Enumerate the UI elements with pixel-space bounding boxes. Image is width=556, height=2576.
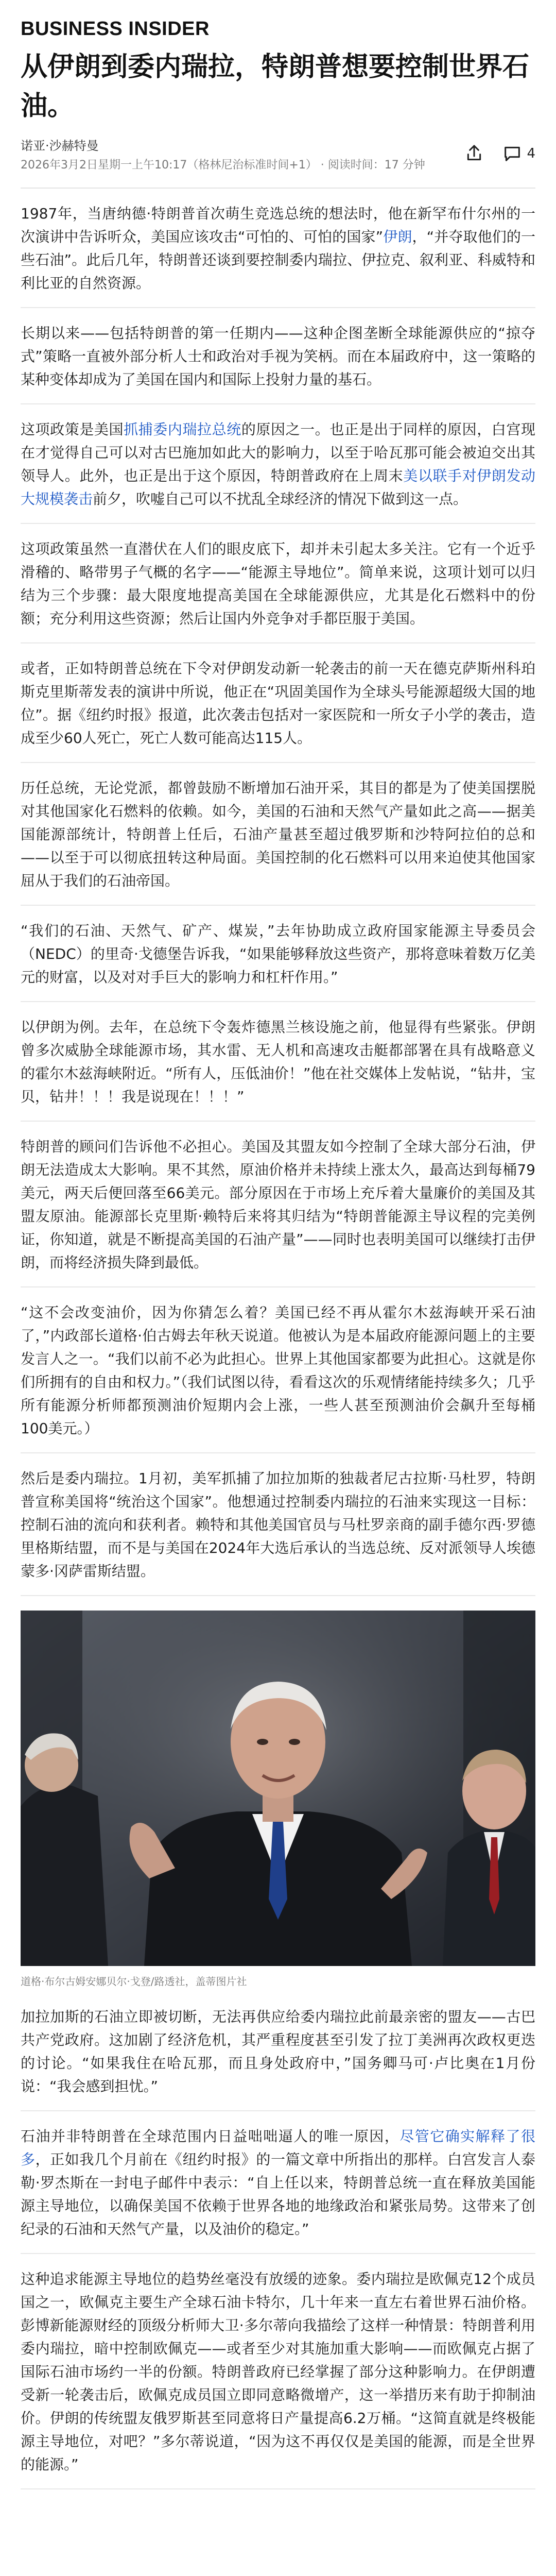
paragraph bbox=[21, 1122, 535, 1287]
headline: 从伊朗到委内瑞拉，特朗普想要控制世界石油。 bbox=[21, 52, 530, 122]
paragraph bbox=[21, 308, 535, 404]
paragraph-text: 这项政策是美国 bbox=[21, 421, 124, 438]
paragraph bbox=[21, 1287, 535, 1453]
paragraphs-after-photo bbox=[21, 1992, 535, 2489]
paragraph-text: 1987年，当唐纳德·特朗普首次萌生竞选总统的想法时，他在新罕布什尔州的一次演讲中告诉听众，美国应该攻击“可怕的、可怕的国家” bbox=[21, 205, 535, 245]
article-body bbox=[0, 189, 556, 2489]
brand-logo[interactable]: BUSINESS INSIDER bbox=[21, 18, 210, 40]
paragraph-text: 然后是委内瑞拉。1月初，美军抓捕了加拉加斯的独裁者尼古拉斯·马杜罗，特朗普宣称美国将“统治这个国家”。他想通过控制委内瑞拉的石油来实现这一目标：控制石油的流向和获利者。赖特和其他美国官员与马杜罗亲商的副手德尔西·罗德里格斯结盟，而不是与美国在2024年大选后承认的当选总统、反对派领导人埃德蒙多·冈萨雷斯结盟。 bbox=[21, 1470, 535, 1580]
paragraph-text: 加拉加斯的石油立即被切断，无法再供应给委内瑞拉此前最亲密的盟友——古巴共产党政府。这加剧了经济危机，其严重程度甚至引发了拉丁美洲再次政权更迭的讨论。“如果我住在哈瓦那，而且身处政府中，”国务卿马可·卢比奥在1月份说：“我会感到担忧。” bbox=[21, 2008, 535, 2095]
paragraph bbox=[21, 2111, 535, 2254]
paragraph-text: 长期以来——包括特朗普的第一任期内——这种企图垄断全球能源供应的“掠夺式”策略一直被外部分析人士和政治对手视为笑柄。而在本届政府中，这一策略的某种变体却成为了美国在国内和国际上投射力量的基石。 bbox=[21, 325, 535, 388]
author-name[interactable]: 诺亚·沙赫特曼 bbox=[21, 139, 99, 153]
meta-row bbox=[21, 137, 535, 174]
comment-button[interactable] bbox=[502, 143, 535, 164]
paragraph-text: 这种追求能源主导地位的趋势丝毫没有放缓的迹象。委内瑞拉是欧佩克12个成员国之一，欧佩克主要生产全球石油卡特尔，几十年来一直左右着世界石油价格。彭博新能源财经的顶级分析师大卫·多尔蒂向我描绘了这样一种情景：特朗普利用委内瑞拉，暗中控制欧佩克——或者至少对其施加重大影响——而欧佩克占据了国际石油市场约一半的份额。特朗普政府已经掌握了部分这种影响力。在伊朗遭受新一轮袭击后，欧佩克成员国立即同意略微增产，这一举措历来有助于抑制油价。伊朗的传统盟友俄罗斯甚至同意将日产量提高6.2万桶。“这简直就是终极能源主导地位，对吧？”多尔蒂说道，“因为这不再仅仅是美国的能源，而是全世界的能源。” bbox=[21, 2270, 535, 2473]
paragraph-text: 以伊朗为例。去年，在总统下令轰炸德黑兰核设施之前，他显得有些紧张。伊朗曾多次威胁全球能源市场，其水雷、无人机和高速攻击艇都部署在具有战略意义的霍尔木兹海峡附近。“所有人，压低油价！”他在社交媒体上发帖说，“钻井，宝贝，钻井！！！我是说现在！！！” bbox=[21, 1019, 535, 1105]
comment-icon bbox=[502, 143, 523, 164]
paragraph bbox=[21, 1992, 535, 2111]
photo-illustration bbox=[21, 1611, 535, 1966]
paragraph bbox=[21, 643, 535, 763]
article-header bbox=[0, 0, 556, 174]
photo-caption: 道格·布尔古姆安娜贝尔·戈登/路透社，盖蒂图片社 bbox=[21, 1975, 247, 1988]
paragraph-text: 这项政策虽然一直潜伏在人们的眼皮底下，却并未引起太多关注。它有一个近乎滑稽的、略带男子气概的名字——“能源主导地位”。简单来说，这项计划可以归结为三个步骤：最大限度地提高美国在全球能源供应，尤其是化石燃料中的份额；充分利用这些资源；然后让国内外竞争对手都臣服于美国。 bbox=[21, 540, 535, 627]
paragraph-text: “这不会改变油价，因为你猜怎么着？美国已经不再从霍尔木兹海峡开采石油了，”内政部长道格·伯古姆去年秋天说道。他被认为是本届政府能源问题上的主要发言人之一。“我们以前不必为此担心。世界上其他国家都要为此担心。这就是你们所拥有的自由和权力。”（我们试图以待，看看这次的乐观情绪能持续多久；几乎所有能源分析师都预测油价短期内会上涨，一些人甚至预测油价会飙升至每桶100美元。） bbox=[21, 1304, 535, 1437]
inline-link[interactable]: 抓捕委内瑞拉总统 bbox=[124, 421, 241, 438]
paragraph-text: 历任总统，无论党派，都曾鼓励不断增加石油开采，其目的都是为了使美国摆脱对其他国家化石燃料的依赖。如今，美国的石油和天然气产量如此之高——据美国能源部统计，特朗普上任后，石油产量甚至超过俄罗斯和沙特阿拉伯的总和——以至于可以彻底扭转这种局面。美国控制的化石燃料可以用来迫使其他国家屈从于我们的石油帝国。 bbox=[21, 779, 535, 889]
paragraph-text: ，正如我几个月前在《纽约时报》的一篇文章中所指出的那样。白宫发言人泰勒·罗杰斯在一封电子邮件中表示：“自上任以来，特朗普总统一直在释放美国能源主导地位，以确保美国不依赖于世界各地的地缘政治和紧张局势。这带来了创纪录的石油和天然气产量，以及油价的稳定。” bbox=[21, 2151, 535, 2238]
paragraph bbox=[21, 906, 535, 1002]
inline-link[interactable]: 伊朗 bbox=[383, 228, 412, 245]
paragraph bbox=[21, 404, 535, 524]
comment-count: 4 bbox=[527, 146, 535, 161]
paragraph bbox=[21, 189, 535, 308]
paragraph-text: ，“并夺取他们的一些石油”。此后几年，特朗普还谈到要控制委内瑞拉、伊拉克、叙利亚、科威特和利比亚的自然资源。 bbox=[21, 228, 535, 292]
paragraph-text: 的原因之一。也正是出于同样的原因，白宫现在才觉得自己可以对古巴施加如此大的影响力，以至于哈瓦那可能会被迫交出其领导人。此外，也正是出于这个原因，特朗普政府在上周末 bbox=[21, 421, 535, 484]
paragraph-text: 前夕，吹嘘自己可以不扰乱全球经济的情况下做到这一点。 bbox=[93, 490, 468, 507]
paragraph-text: “我们的石油、天然气、矿产、煤炭，”去年协助成立政府国家能源主导委员会（NEDC）的里奇·戈德堡告诉我，“如果能够释放这些资产，那将意味着数万亿美元的财富，以及对对手巨大的影响力和杠杆作用。” bbox=[21, 922, 535, 986]
share-icon bbox=[464, 143, 484, 164]
article-actions bbox=[464, 137, 535, 164]
paragraph-text: 特朗普的顾问们告诉他不必担心。美国及其盟友如今控制了全球大部分石油，伊朗无法造成太大影响。果不其然，原油价格并未持续上涨太久，最高达到每桶79美元，两天后便回落至66美元。部分原因在于市场上充斥着大量廉价的美国及其盟友原油。能源部长克里斯·赖特后来将其归结为“特朗普能源主导议程的完美例证，你知道，就是不断提高美国的石油产量”——同时也表明美国可以继续打击伊朗，而将经济损失降到最低。 bbox=[21, 1138, 535, 1271]
paragraphs-before-photo bbox=[21, 189, 535, 1596]
paragraph-text: 或者，正如特朗普总统在下令对伊朗发动新一轮袭击的前一天在德克萨斯州科珀斯克里斯蒂发表的演讲中所说，他正在“巩固美国作为全球头号能源超级大国的地位”。据《纽约时报》报道，此次袭击包括对一家医院和一所女子小学的袭击，造成至少60人死亡，死亡人数可能高达115人。 bbox=[21, 660, 535, 747]
inline-link[interactable]: 尽管它确实解释了很多 bbox=[21, 2128, 535, 2168]
paragraph bbox=[21, 763, 535, 906]
dateline: 2026年3月2日星期一上午10:17（格林尼治标准时间+1） · 阅读时间：17 分钟 bbox=[21, 159, 425, 172]
paragraph-text: 石油并非特朗普在全球范围内日益咄咄逼人的唯一原因， bbox=[21, 2128, 400, 2145]
paragraph bbox=[21, 2254, 535, 2489]
paragraph bbox=[21, 524, 535, 643]
paragraph bbox=[21, 1453, 535, 1596]
inline-link[interactable]: 美以联手对伊朗发动大规模袭击 bbox=[21, 467, 535, 507]
article-photo[interactable] bbox=[21, 1611, 535, 1966]
byline bbox=[21, 137, 425, 174]
paragraph bbox=[21, 1002, 535, 1122]
share-button[interactable] bbox=[464, 143, 484, 164]
